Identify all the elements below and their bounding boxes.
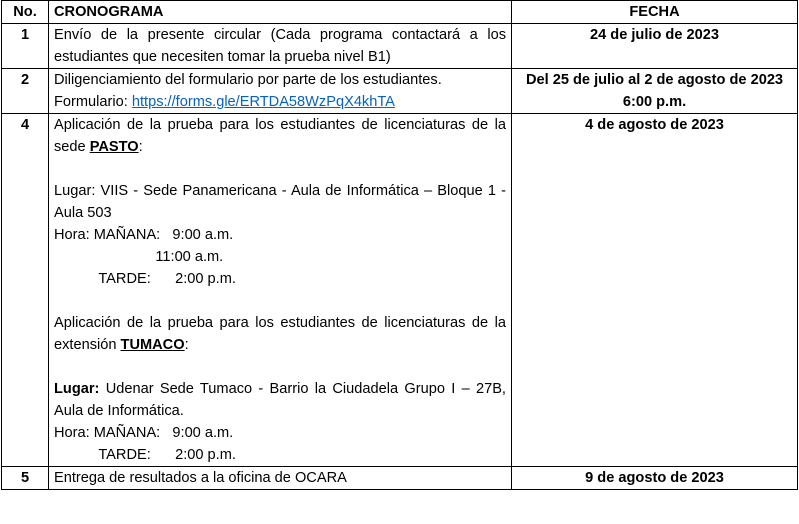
header-no: No. — [2, 1, 49, 24]
tumaco-hora-manana: Hora: MAÑANA: 9:00 a.m. — [54, 425, 234, 441]
spacer — [54, 158, 506, 180]
form-label: Formulario: — [54, 94, 132, 110]
row-description — [49, 69, 512, 114]
deadline-time: 6:00 p.m. — [622, 94, 687, 110]
pasto-intro — [54, 114, 506, 158]
row-date — [512, 69, 798, 114]
row-date: 24 de julio de 2023 — [512, 24, 798, 69]
tumaco-intro-text: Aplicación de la prueba para los estudiantes de licenciaturas de la extensión — [54, 315, 506, 353]
tumaco-lugar — [54, 378, 506, 422]
table-row — [2, 69, 798, 114]
pasto-colon: : — [138, 139, 143, 155]
tumaco-lugar-label: Lugar: — [54, 381, 100, 397]
row-number: 2 — [2, 69, 49, 114]
table-header-row — [2, 1, 798, 24]
row-number: 4 — [2, 114, 49, 467]
pasto-intro-text: Aplicación de la prueba para los estudiantes de licenciaturas de la sede — [54, 117, 506, 155]
schedule-table — [1, 0, 798, 490]
spacer — [54, 356, 506, 378]
tumaco-name: TUMACO — [120, 337, 185, 353]
spacer — [54, 290, 506, 312]
tumaco-lugar-text: Udenar Sede Tumaco - Barrio la Ciudadela Grupo I – 27B, Aula de Informática. — [54, 381, 506, 419]
row-date: 9 de agosto de 2023 — [512, 467, 798, 490]
pasto-hora-tarde: TARDE: 2:00 p.m. — [54, 271, 236, 287]
form-line — [54, 91, 506, 113]
header-cronograma: CRONOGRAMA — [49, 1, 512, 24]
pasto-hora-manana: Hora: MAÑANA: 9:00 a.m. — [54, 227, 234, 243]
pasto-hora-manana-2: 11:00 a.m. — [54, 249, 224, 265]
row-number: 1 — [2, 24, 49, 69]
table-row — [2, 467, 798, 490]
tumaco-intro — [54, 312, 506, 356]
row-date: 4 de agosto de 2023 — [512, 114, 798, 467]
tumaco-colon: : — [184, 337, 189, 353]
row-description — [49, 114, 512, 467]
table-row — [2, 114, 798, 467]
row-description: Envío de la presente circular (Cada programa contactará a los estudiantes que necesiten tomar la prueba nivel B1) — [49, 24, 512, 69]
pasto-name: PASTO — [89, 139, 139, 155]
pasto-lugar: Lugar: VIIS - Sede Panamericana - Aula de Informática – Bloque 1 - Aula 503 — [54, 183, 506, 221]
tumaco-hora-tarde: TARDE: 2:00 p.m. — [54, 447, 236, 463]
row-description: Entrega de resultados a la oficina de OCARA — [49, 467, 512, 490]
header-fecha: FECHA — [512, 1, 798, 24]
date-range: Del 25 de julio al 2 de agosto de 2023 — [525, 72, 784, 88]
table-row — [2, 24, 798, 69]
form-instruction: Diligenciamiento del formulario por parte de los estudiantes. — [54, 72, 442, 88]
row-number: 5 — [2, 467, 49, 490]
form-link[interactable]: https://forms.gle/ERTDA58WzPqX4khTA — [131, 94, 395, 110]
